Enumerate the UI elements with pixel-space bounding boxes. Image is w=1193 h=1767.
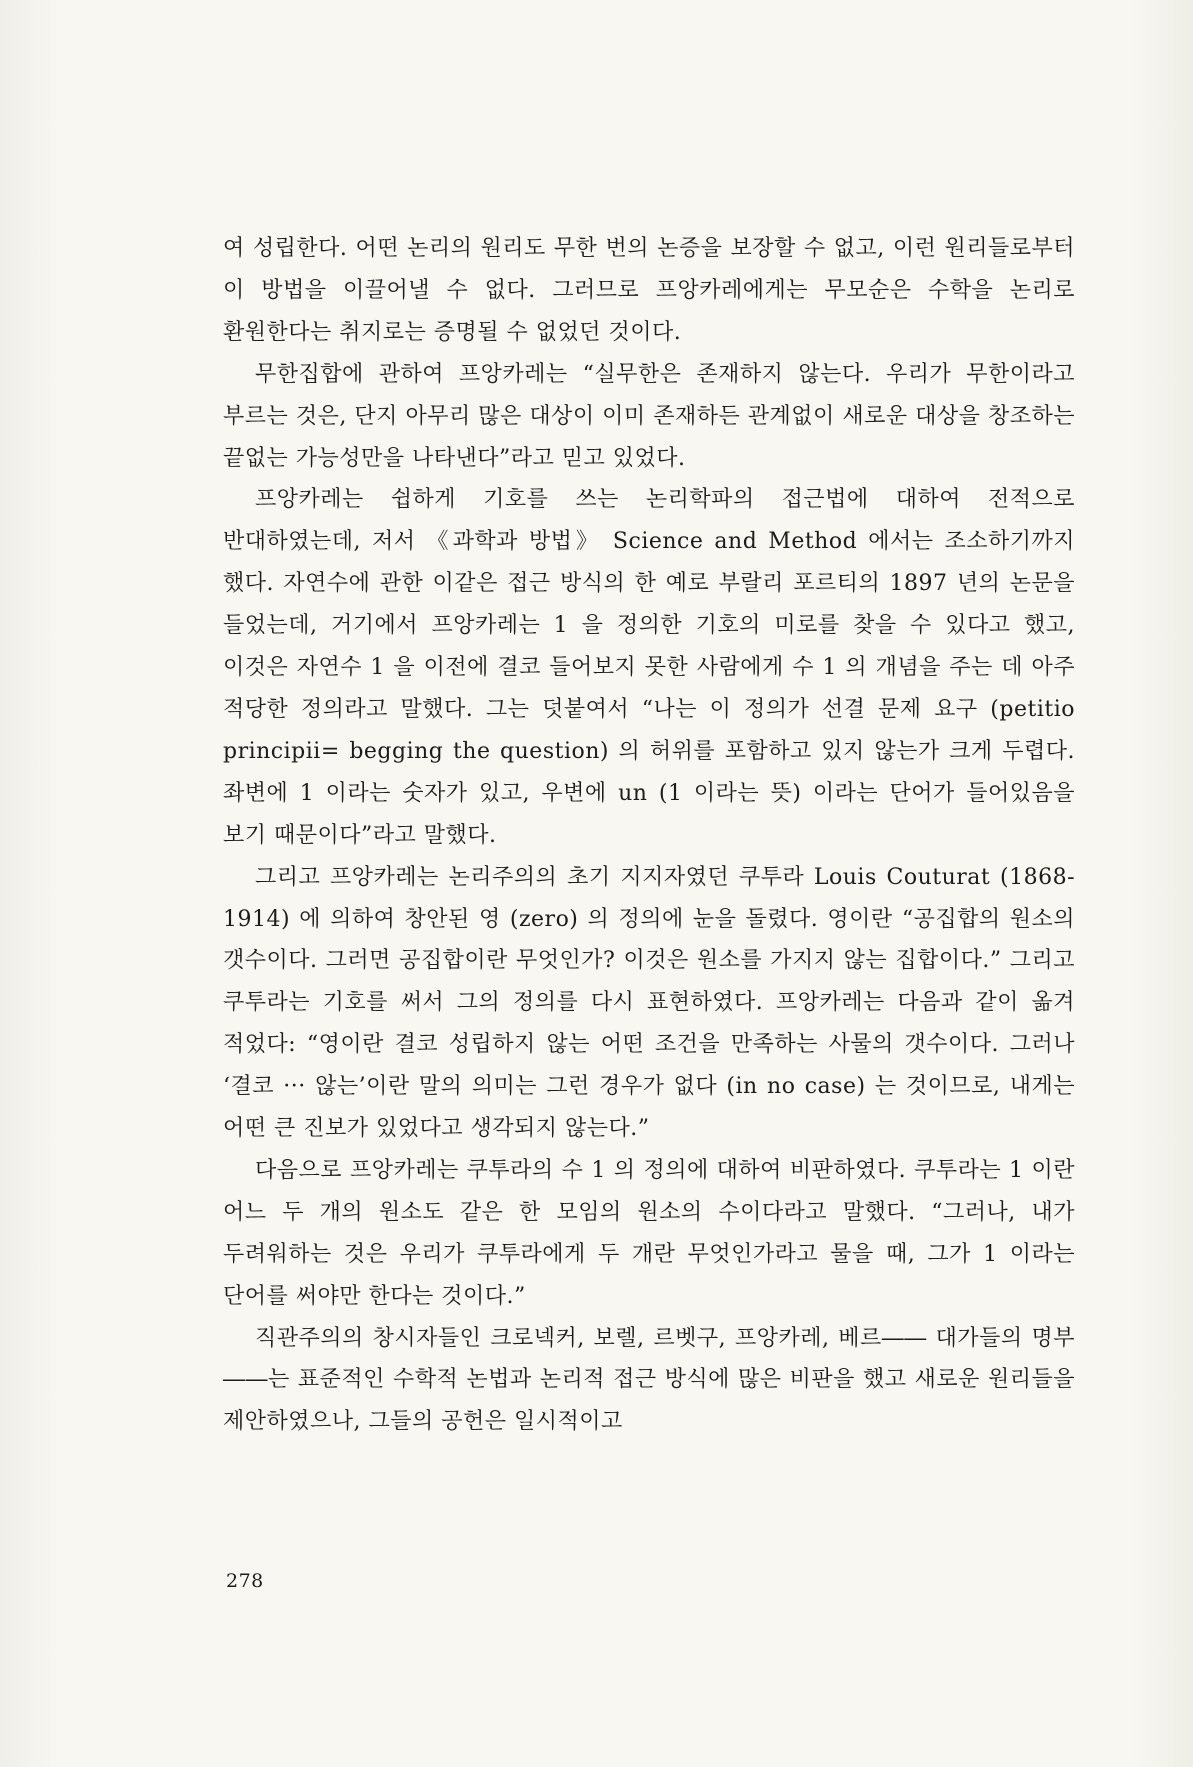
- paragraph-5: 다음으로 프앙카레는 쿠투라의 수 1 의 정의에 대하여 비판하였다. 쿠투라는 1 이란 어느 두 개의 원소도 같은 한 모임의 원소의 수이다라고 말했다. “그러나, 내가 두려워하는 것은 우리가 쿠투라에게 두 개란 무엇인가라고 물을 때, 그가 1 이라는 단어를 써야만 한다는 것이다.”: [223, 1157, 1075, 1309]
- paragraph-2: 무한집합에 관하여 프앙카레는 “실무한은 존재하지 않는다. 우리가 무한이라고 부르는 것은, 단지 아무리 많은 대상이 이미 존재하든 관계없이 새로운 대상을 창조하는 끝없는 가능성만을 나타낸다”라고 믿고 있었다.: [223, 361, 1075, 471]
- paragraph-1: 여 성립한다. 어떤 논리의 원리도 무한 번의 논증을 보장할 수 없고, 이런 원리들로부터 이 방법을 이끌어낼 수 없다. 그러므로 프앙카레에게는 무모순은 수학을 논리로 환원한다는 취지로는 증명될 수 없었던 것이다.: [223, 236, 1075, 345]
- page-number: 278: [226, 1570, 264, 1592]
- paragraph-3: 프앙카레는 쉽하게 기호를 쓰는 논리학파의 접근법에 대하여 전적으로 반대하였는데, 저서 《과학과 방법》 Science and Method 에서는 조소하기까지 했다. 자연수에 관한 이같은 접근 방식의 한 예로 부랄리 포르티의 1897 년의 논문을 들었는데, 거기에서 프앙카레는 1 을 정의한 기호의 미로를 찾을 수 있다고 했고, 이것은 자연수 1 을 이전에 결코 들어보지 못한 사람에게 수 1 의 개념을 주는 데 아주 적당한 정의라고 말했다. 그는 덧붙여서 “나는 이 정의가 선결 문제 요구 (petitio principii= begging the question) 의 허위를 포함하고 있지 않는가 크게 두렵다. 좌변에 1 이라는 숫자가 있고, 우변에 un (1 이라는 뜻) 이라는 단어가 들어있음을 보기 때문이다”라고 말했다.: [223, 487, 1075, 848]
- paragraph-6: 직관주의의 창시자들인 크로넥커, 보렐, 르벳구, 프앙카레, 베르―― 대가들의 명부――는 표준적인 수학적 논법과 논리적 접근 방식에 많은 비판을 했고 새로운 원리들을 제안하였으나, 그들의 공헌은 일시적이고: [223, 1325, 1075, 1435]
- body-text: [223, 228, 1075, 1443]
- paragraph-4: 그리고 프앙카레는 논리주의의 초기 지지자였던 쿠투라 Louis Couturat (1868-1914) 에 의하여 창안된 영 (zero) 의 정의에 눈을 돌렸다. 영이란 “공집합의 원소의 갯수이다. 그러면 공집합이란 무엇인가? 이것은 원소를 가지지 않는 집합이다.” 그리고 쿠투라는 기호를 써서 그의 정의를 다시 표현하였다. 프앙카레는 다음과 같이 옮겨 적었다: “영이란 결코 성립하지 않는 어떤 조건을 만족하는 사물의 갯수이다. 그러나 ‘결코 ··· 않는’이란 말의 의미는 그런 경우가 없다 (in no case) 는 것이므로, 내게는 어떤 큰 진보가 있었다고 생각되지 않는다.”: [223, 864, 1075, 1142]
